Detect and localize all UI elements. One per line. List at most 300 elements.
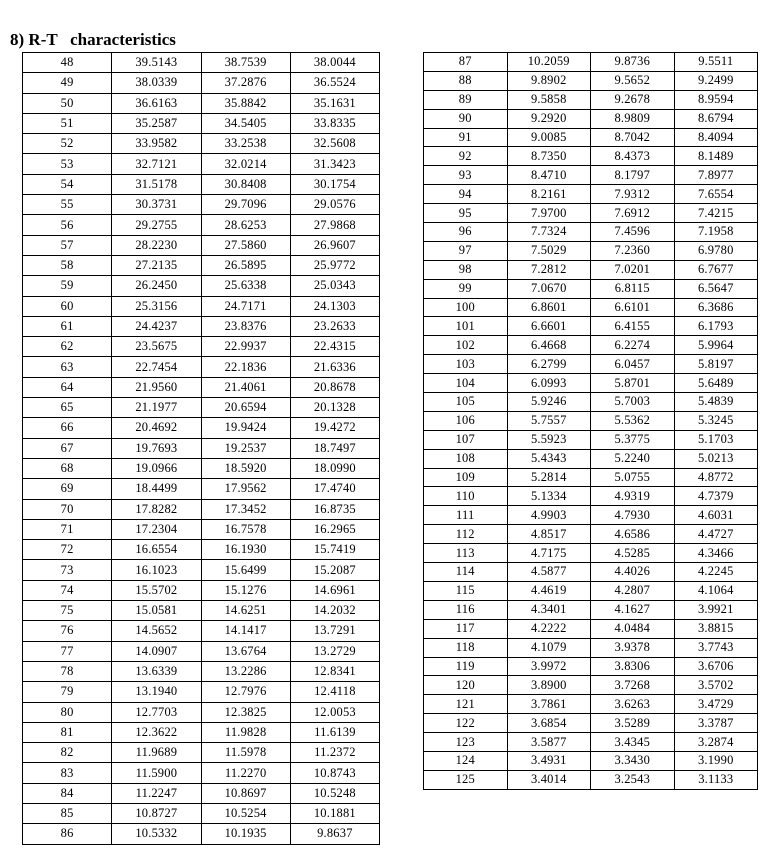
value-cell: 12.8341 [290, 661, 379, 681]
value-cell: 3.8815 [674, 619, 758, 638]
value-cell: 16.7578 [201, 519, 290, 539]
table-row [424, 581, 758, 600]
value-cell: 4.6586 [591, 525, 675, 544]
row-index-cell: 69 [23, 479, 112, 499]
value-cell: 17.9562 [201, 479, 290, 499]
value-cell: 11.2270 [201, 763, 290, 783]
value-cell: 31.5178 [112, 174, 201, 194]
value-cell: 15.1276 [201, 580, 290, 600]
table-row [23, 113, 380, 133]
value-cell: 15.5702 [112, 580, 201, 600]
value-cell: 3.3430 [591, 751, 675, 770]
value-cell: 8.7042 [591, 128, 675, 147]
value-cell: 34.5405 [201, 113, 290, 133]
row-index-cell: 92 [424, 147, 508, 166]
value-cell: 16.1930 [201, 540, 290, 560]
value-cell: 33.2538 [201, 134, 290, 154]
row-index-cell: 109 [424, 468, 508, 487]
value-cell: 5.4839 [674, 393, 758, 412]
table-row [424, 147, 758, 166]
value-cell: 35.1631 [290, 93, 379, 113]
table-row [23, 235, 380, 255]
value-cell: 5.0755 [591, 468, 675, 487]
value-cell: 19.0966 [112, 458, 201, 478]
table-row [23, 73, 380, 93]
value-cell: 4.2807 [591, 581, 675, 600]
value-cell: 11.2247 [112, 783, 201, 803]
value-cell: 7.7324 [507, 223, 591, 242]
table-row [23, 174, 380, 194]
value-cell: 5.1703 [674, 430, 758, 449]
row-index-cell: 110 [424, 487, 508, 506]
value-cell: 30.8408 [201, 174, 290, 194]
row-index-cell: 48 [23, 53, 112, 73]
value-cell: 26.9607 [290, 235, 379, 255]
value-cell: 24.4237 [112, 316, 201, 336]
value-cell: 3.8900 [507, 676, 591, 695]
value-cell: 4.9319 [591, 487, 675, 506]
row-index-cell: 91 [424, 128, 508, 147]
table-row [424, 241, 758, 260]
table-row [23, 722, 380, 742]
row-index-cell: 115 [424, 581, 508, 600]
table-row [424, 53, 758, 72]
row-index-cell: 119 [424, 657, 508, 676]
table-row [23, 519, 380, 539]
table-row [23, 316, 380, 336]
table-row [424, 279, 758, 298]
row-index-cell: 104 [424, 374, 508, 393]
row-index-cell: 90 [424, 109, 508, 128]
value-cell: 25.3156 [112, 296, 201, 316]
row-index-cell: 72 [23, 540, 112, 560]
value-cell: 4.2245 [674, 563, 758, 582]
value-cell: 14.2032 [290, 601, 379, 621]
value-cell: 12.3825 [201, 702, 290, 722]
value-cell: 20.6594 [201, 398, 290, 418]
value-cell: 5.7003 [591, 393, 675, 412]
table-row [23, 458, 380, 478]
table-row [424, 374, 758, 393]
value-cell: 17.2304 [112, 519, 201, 539]
value-cell: 6.0457 [591, 355, 675, 374]
row-index-cell: 70 [23, 499, 112, 519]
row-index-cell: 68 [23, 458, 112, 478]
value-cell: 4.8772 [674, 468, 758, 487]
value-cell: 29.2755 [112, 215, 201, 235]
row-index-cell: 67 [23, 438, 112, 458]
value-cell: 39.5143 [112, 53, 201, 73]
value-cell: 4.7930 [591, 506, 675, 525]
table-row [424, 506, 758, 525]
value-cell: 8.4710 [507, 166, 591, 185]
value-cell: 25.6338 [201, 276, 290, 296]
value-cell: 3.6854 [507, 714, 591, 733]
value-cell: 22.4315 [290, 337, 379, 357]
row-index-cell: 108 [424, 449, 508, 468]
value-cell: 25.9772 [290, 255, 379, 275]
value-cell: 13.7291 [290, 621, 379, 641]
value-cell: 6.1793 [674, 317, 758, 336]
row-index-cell: 53 [23, 154, 112, 174]
value-cell: 16.1023 [112, 560, 201, 580]
table-row [424, 90, 758, 109]
row-index-cell: 124 [424, 751, 508, 770]
table-row [424, 619, 758, 638]
table-row [23, 803, 380, 823]
row-index-cell: 93 [424, 166, 508, 185]
value-cell: 7.9700 [507, 204, 591, 223]
value-cell: 7.1958 [674, 223, 758, 242]
table-row [23, 783, 380, 803]
row-index-cell: 50 [23, 93, 112, 113]
value-cell: 6.8601 [507, 298, 591, 317]
row-index-cell: 57 [23, 235, 112, 255]
table-row [424, 109, 758, 128]
row-index-cell: 89 [424, 90, 508, 109]
value-cell: 22.1836 [201, 357, 290, 377]
value-cell: 6.4668 [507, 336, 591, 355]
value-cell: 9.8902 [507, 71, 591, 90]
row-index-cell: 59 [23, 276, 112, 296]
value-cell: 18.0990 [290, 458, 379, 478]
table-row [424, 430, 758, 449]
table-row [23, 154, 380, 174]
value-cell: 8.1489 [674, 147, 758, 166]
value-cell: 4.3466 [674, 544, 758, 563]
value-cell: 5.9964 [674, 336, 758, 355]
value-cell: 12.4118 [290, 682, 379, 702]
value-cell: 10.5254 [201, 803, 290, 823]
row-index-cell: 111 [424, 506, 508, 525]
table-row [424, 128, 758, 147]
table-row [23, 540, 380, 560]
table-row [424, 751, 758, 770]
value-cell: 7.2812 [507, 260, 591, 279]
value-cell: 29.7096 [201, 195, 290, 215]
value-cell: 38.7539 [201, 53, 290, 73]
value-cell: 7.9312 [591, 185, 675, 204]
value-cell: 13.6339 [112, 661, 201, 681]
row-index-cell: 56 [23, 215, 112, 235]
value-cell: 15.2087 [290, 560, 379, 580]
value-cell: 4.1064 [674, 581, 758, 600]
value-cell: 3.8306 [591, 657, 675, 676]
row-index-cell: 105 [424, 393, 508, 412]
row-index-cell: 76 [23, 621, 112, 641]
value-cell: 14.0907 [112, 641, 201, 661]
value-cell: 9.2678 [591, 90, 675, 109]
table-row [424, 563, 758, 582]
value-cell: 11.9689 [112, 743, 201, 763]
table-row [424, 71, 758, 90]
rt-table-left [22, 52, 380, 845]
value-cell: 27.2135 [112, 255, 201, 275]
value-cell: 8.6794 [674, 109, 758, 128]
table-row [424, 695, 758, 714]
value-cell: 8.9809 [591, 109, 675, 128]
table-row [424, 544, 758, 563]
value-cell: 19.7693 [112, 438, 201, 458]
value-cell: 3.4931 [507, 751, 591, 770]
value-cell: 3.6263 [591, 695, 675, 714]
value-cell: 19.2537 [201, 438, 290, 458]
value-cell: 18.5920 [201, 458, 290, 478]
value-cell: 4.4619 [507, 581, 591, 600]
value-cell: 3.7861 [507, 695, 591, 714]
value-cell: 6.2799 [507, 355, 591, 374]
value-cell: 16.8735 [290, 499, 379, 519]
row-index-cell: 81 [23, 722, 112, 742]
row-index-cell: 95 [424, 204, 508, 223]
value-cell: 10.5332 [112, 824, 201, 844]
value-cell: 11.5900 [112, 763, 201, 783]
value-cell: 3.5702 [674, 676, 758, 695]
table-row [424, 166, 758, 185]
value-cell: 21.1977 [112, 398, 201, 418]
value-cell: 22.7454 [112, 357, 201, 377]
value-cell: 5.2814 [507, 468, 591, 487]
value-cell: 7.0201 [591, 260, 675, 279]
value-cell: 3.4345 [591, 733, 675, 752]
table-row [424, 336, 758, 355]
value-cell: 31.3423 [290, 154, 379, 174]
row-index-cell: 102 [424, 336, 508, 355]
value-cell: 13.2286 [201, 661, 290, 681]
row-index-cell: 78 [23, 661, 112, 681]
value-cell: 3.2874 [674, 733, 758, 752]
row-index-cell: 87 [424, 53, 508, 72]
value-cell: 8.7350 [507, 147, 591, 166]
value-cell: 12.7976 [201, 682, 290, 702]
value-cell: 20.1328 [290, 398, 379, 418]
value-cell: 14.5652 [112, 621, 201, 641]
value-cell: 6.5647 [674, 279, 758, 298]
value-cell: 10.8727 [112, 803, 201, 823]
value-cell: 11.5978 [201, 743, 290, 763]
table-row [23, 824, 380, 844]
table-row [23, 255, 380, 275]
value-cell: 5.5362 [591, 411, 675, 430]
value-cell: 3.5289 [591, 714, 675, 733]
value-cell: 7.6912 [591, 204, 675, 223]
row-index-cell: 117 [424, 619, 508, 638]
value-cell: 4.3401 [507, 600, 591, 619]
value-cell: 8.4373 [591, 147, 675, 166]
value-cell: 4.6031 [674, 506, 758, 525]
table-row [23, 398, 380, 418]
value-cell: 24.1303 [290, 296, 379, 316]
value-cell: 28.2230 [112, 235, 201, 255]
value-cell: 7.8977 [674, 166, 758, 185]
table-row [424, 714, 758, 733]
value-cell: 4.5877 [507, 563, 591, 582]
value-cell: 3.3787 [674, 714, 758, 733]
value-cell: 9.2499 [674, 71, 758, 90]
value-cell: 21.9560 [112, 377, 201, 397]
row-index-cell: 96 [424, 223, 508, 242]
value-cell: 5.6489 [674, 374, 758, 393]
value-cell: 5.2240 [591, 449, 675, 468]
row-index-cell: 77 [23, 641, 112, 661]
value-cell: 6.4155 [591, 317, 675, 336]
value-cell: 16.2965 [290, 519, 379, 539]
row-index-cell: 107 [424, 430, 508, 449]
value-cell: 6.9780 [674, 241, 758, 260]
row-index-cell: 99 [424, 279, 508, 298]
value-cell: 17.4740 [290, 479, 379, 499]
value-cell: 11.2372 [290, 743, 379, 763]
row-index-cell: 71 [23, 519, 112, 539]
value-cell: 38.0044 [290, 53, 379, 73]
value-cell: 23.2633 [290, 316, 379, 336]
table-row [424, 223, 758, 242]
value-cell: 3.2543 [591, 770, 675, 789]
row-index-cell: 118 [424, 638, 508, 657]
row-index-cell: 103 [424, 355, 508, 374]
value-cell: 30.3731 [112, 195, 201, 215]
table-row [424, 260, 758, 279]
table-row [424, 204, 758, 223]
value-cell: 36.5524 [290, 73, 379, 93]
value-cell: 12.0053 [290, 702, 379, 722]
table-row [424, 676, 758, 695]
row-index-cell: 97 [424, 241, 508, 260]
value-cell: 28.6253 [201, 215, 290, 235]
table-row [424, 638, 758, 657]
value-cell: 15.7419 [290, 540, 379, 560]
row-index-cell: 121 [424, 695, 508, 714]
row-index-cell: 94 [424, 185, 508, 204]
row-index-cell: 55 [23, 195, 112, 215]
value-cell: 4.5285 [591, 544, 675, 563]
row-index-cell: 49 [23, 73, 112, 93]
value-cell: 37.2876 [201, 73, 290, 93]
value-cell: 10.2059 [507, 53, 591, 72]
value-cell: 3.4729 [674, 695, 758, 714]
row-index-cell: 51 [23, 113, 112, 133]
value-cell: 9.8736 [591, 53, 675, 72]
value-cell: 3.1133 [674, 770, 758, 789]
table-row [23, 702, 380, 722]
value-cell: 26.5895 [201, 255, 290, 275]
value-cell: 8.2161 [507, 185, 591, 204]
value-cell: 13.6764 [201, 641, 290, 661]
row-index-cell: 100 [424, 298, 508, 317]
value-cell: 20.8678 [290, 377, 379, 397]
value-cell: 21.6336 [290, 357, 379, 377]
value-cell: 5.5923 [507, 430, 591, 449]
table-row [23, 377, 380, 397]
value-cell: 5.3775 [591, 430, 675, 449]
value-cell: 18.4499 [112, 479, 201, 499]
value-cell: 4.7175 [507, 544, 591, 563]
value-cell: 7.6554 [674, 185, 758, 204]
value-cell: 3.5877 [507, 733, 591, 752]
row-index-cell: 66 [23, 418, 112, 438]
value-cell: 3.9378 [591, 638, 675, 657]
row-index-cell: 74 [23, 580, 112, 600]
table-row [23, 93, 380, 113]
value-cell: 12.7703 [112, 702, 201, 722]
value-cell: 6.0993 [507, 374, 591, 393]
row-index-cell: 123 [424, 733, 508, 752]
value-cell: 7.0670 [507, 279, 591, 298]
value-cell: 4.2222 [507, 619, 591, 638]
value-cell: 6.2274 [591, 336, 675, 355]
value-cell: 6.3686 [674, 298, 758, 317]
table-row [424, 298, 758, 317]
value-cell: 4.1079 [507, 638, 591, 657]
value-cell: 7.5029 [507, 241, 591, 260]
table-row [23, 438, 380, 458]
value-cell: 10.1935 [201, 824, 290, 844]
value-cell: 9.8637 [290, 824, 379, 844]
value-cell: 11.9828 [201, 722, 290, 742]
row-index-cell: 54 [23, 174, 112, 194]
rt-table-right [423, 52, 758, 790]
value-cell: 4.7379 [674, 487, 758, 506]
table-row [23, 479, 380, 499]
value-cell: 15.0581 [112, 601, 201, 621]
table-row [424, 600, 758, 619]
table-row [23, 499, 380, 519]
value-cell: 6.6601 [507, 317, 591, 336]
table-row [23, 682, 380, 702]
value-cell: 4.9903 [507, 506, 591, 525]
value-cell: 13.2729 [290, 641, 379, 661]
value-cell: 9.5511 [674, 53, 758, 72]
value-cell: 6.8115 [591, 279, 675, 298]
row-index-cell: 122 [424, 714, 508, 733]
value-cell: 10.8697 [201, 783, 290, 803]
row-index-cell: 85 [23, 803, 112, 823]
table-row [23, 357, 380, 377]
value-cell: 7.4596 [591, 223, 675, 242]
value-cell: 35.2587 [112, 113, 201, 133]
value-cell: 3.4014 [507, 770, 591, 789]
value-cell: 5.8701 [591, 374, 675, 393]
value-cell: 4.8517 [507, 525, 591, 544]
value-cell: 7.2360 [591, 241, 675, 260]
table-row [424, 657, 758, 676]
table-row [23, 743, 380, 763]
row-index-cell: 62 [23, 337, 112, 357]
value-cell: 22.9937 [201, 337, 290, 357]
value-cell: 9.5652 [591, 71, 675, 90]
value-cell: 10.1881 [290, 803, 379, 823]
value-cell: 23.5675 [112, 337, 201, 357]
value-cell: 8.4094 [674, 128, 758, 147]
row-index-cell: 113 [424, 544, 508, 563]
table-row [424, 487, 758, 506]
value-cell: 9.2920 [507, 109, 591, 128]
value-cell: 6.7677 [674, 260, 758, 279]
value-cell: 5.9246 [507, 393, 591, 412]
value-cell: 18.7497 [290, 438, 379, 458]
row-index-cell: 75 [23, 601, 112, 621]
value-cell: 21.4061 [201, 377, 290, 397]
value-cell: 5.7557 [507, 411, 591, 430]
table-row [424, 770, 758, 789]
table-row [23, 53, 380, 73]
table-row [23, 621, 380, 641]
table-row [23, 418, 380, 438]
table-row [23, 763, 380, 783]
value-cell: 3.7743 [674, 638, 758, 657]
value-cell: 10.5248 [290, 783, 379, 803]
value-cell: 14.6251 [201, 601, 290, 621]
